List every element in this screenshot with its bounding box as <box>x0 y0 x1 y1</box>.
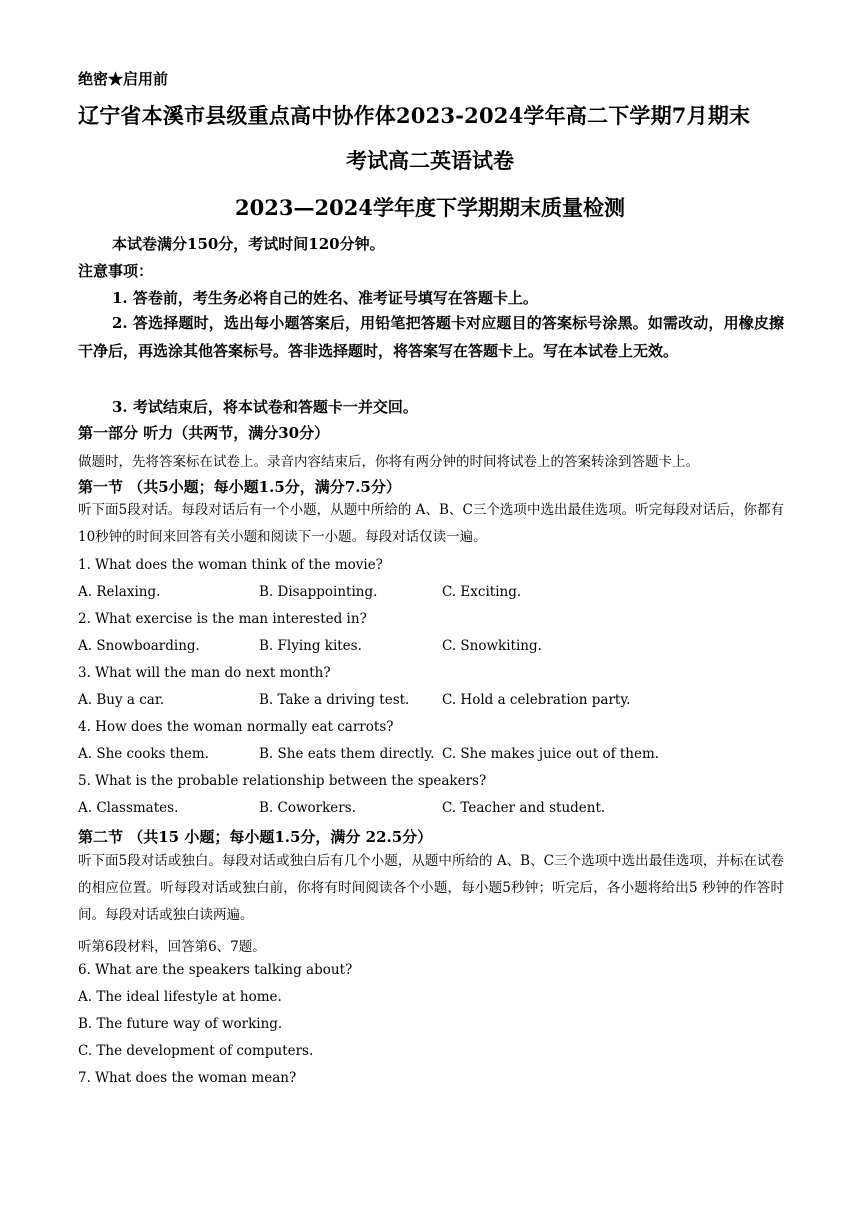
material-6-note: 听第6段材料，回答第6、7题。 <box>78 939 266 955</box>
part1-instruction: 做题时，先将答案标在试卷上。录音内容结束后，你将有两分钟的时间将试卷上的答案转涂到答题卡上。 <box>78 454 699 470</box>
question-7: 7. What does the woman mean? <box>78 1070 297 1086</box>
score-time-note: 本试卷满分150分，考试时间120分钟。 <box>112 235 385 253</box>
notice-title: 注意事项： <box>78 262 154 280</box>
exam-title-line-1: 辽宁省本溪市县级重点高中协作体2023-2024学年高二下学期7月期末 <box>78 103 751 128</box>
option-b: B. Take a driving test. <box>259 692 410 708</box>
exam-title-line-2: 考试高二英语试卷 <box>346 148 514 173</box>
option-c: C. Snowkiting. <box>442 638 542 654</box>
section2-instruction: 听下面5段对话或独白。每段对话或独白后有几个小题，从题中所给的 A、B、C三个选项中选出最佳选项，并标在试卷的相应位置。听每段对话或独白前，你将有时间阅读各个小题，每小题5秒钟；听完后，各小题将给出5 秒钟的作答时间。每段对话或独白读两遍。 <box>78 853 784 923</box>
option-b: B. She eats them directly. <box>259 746 435 762</box>
option-a: A. Buy a car. <box>78 692 165 708</box>
question-5: 5. What is the probable relationship between the speakers? <box>78 773 487 789</box>
question-6-option-b: B. The future way of working. <box>78 1016 283 1032</box>
question-6-option-a: A. The ideal lifestyle at home. <box>78 989 282 1005</box>
notice-item-1: 1. 答卷前，考生务必将自己的姓名、准考证号填写在答题卡上。 <box>112 289 538 307</box>
question-2: 2. What exercise is the man interested in? <box>78 611 367 627</box>
option-c: C. Teacher and student. <box>442 800 606 816</box>
option-b: B. Flying kites. <box>259 638 362 654</box>
option-b: B. Coworkers. <box>259 800 356 816</box>
option-a: A. Relaxing. <box>78 584 161 600</box>
section1-title: 第一节 （共5小题；每小题1.5分，满分7.5分） <box>78 478 401 496</box>
question-6-option-c: C. The development of computers. <box>78 1043 314 1059</box>
option-a: A. She cooks them. <box>78 746 209 762</box>
option-c: C. Exciting. <box>442 584 522 600</box>
question-1: 1. What does the woman think of the movie? <box>78 557 383 573</box>
section1-instruction: 听下面5段对话。每段对话后有一个小题，从题中所给的 A、B、C三个选项中选出最佳选项。听完每段对话后，你都有10秒钟的时间来回答有关小题和阅读下一小题。每段对话仅读一遍。 <box>78 502 784 545</box>
question-6: 6. What are the speakers talking about? <box>78 962 353 978</box>
option-a: A. Snowboarding. <box>78 638 200 654</box>
option-c: C. She makes juice out of them. <box>442 746 660 762</box>
part1-title: 第一部分 听力（共两节，满分30分） <box>78 424 330 442</box>
section2-title: 第二节 （共15 小题；每小题1.5分，满分 22.5分） <box>78 828 433 846</box>
confidential-mark: 绝密★启用前 <box>78 70 169 88</box>
option-c: C. Hold a celebration party. <box>442 692 631 708</box>
question-3: 3. What will the man do next month? <box>78 665 331 681</box>
option-a: A. Classmates. <box>78 800 179 816</box>
notice-item-3: 3. 考试结束后，将本试卷和答题卡一并交回。 <box>112 398 418 416</box>
exam-subtitle: 2023—2024学年度下学期期末质量检测 <box>235 195 625 220</box>
option-b: B. Disappointing. <box>259 584 378 600</box>
question-4: 4. How does the woman normally eat carrots? <box>78 719 394 735</box>
notice-item-2: 2. 答选择题时，选出每小题答案后，用铅笔把答题卡对应题目的答案标号涂黑。如需改动，用橡皮擦干净后，再选涂其他答案标号。答非选择题时，将答案写在答题卡上。写在本试卷上无效。 <box>78 314 784 360</box>
